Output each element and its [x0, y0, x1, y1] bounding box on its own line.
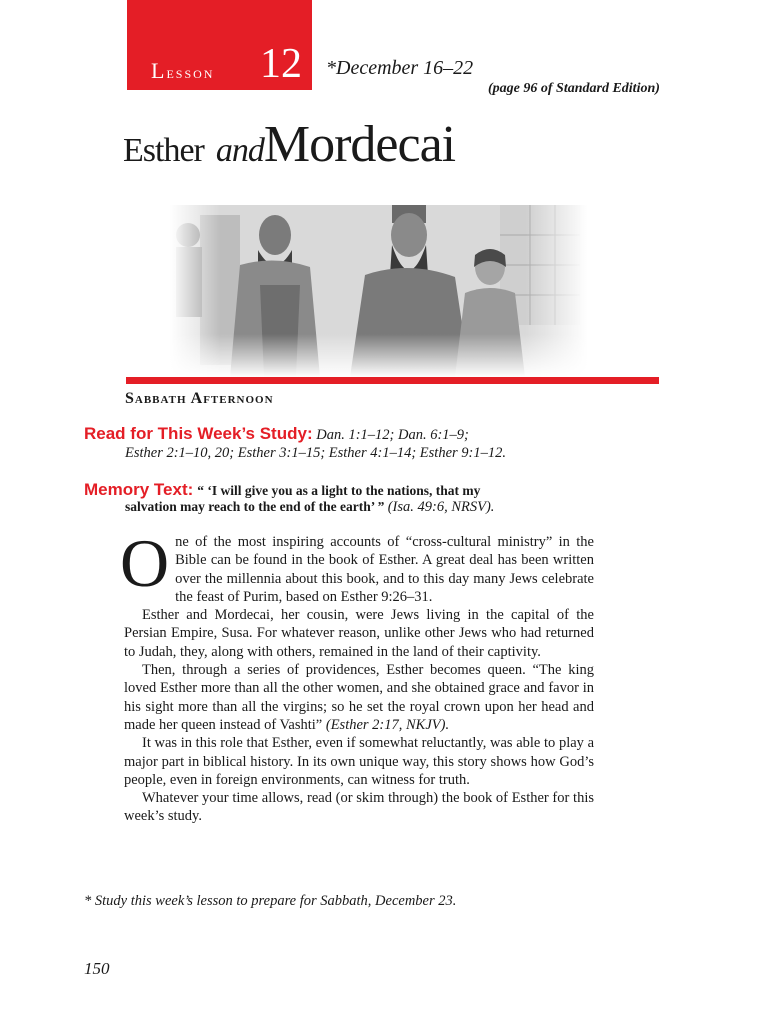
paragraph: Whatever your time allows, read (or skim through) the book of Esther for this week’s study.	[124, 790, 594, 825]
lesson-label: Lesson	[151, 58, 215, 83]
drop-cap: O	[120, 525, 170, 601]
read-for-study	[84, 424, 604, 445]
title-and: and	[215, 132, 264, 169]
memory-label: Memory Text:	[84, 480, 194, 499]
section-heading: Sabbath Afternoon	[125, 390, 274, 407]
memory-citation: (Isa. 49:6, NRSV).	[387, 499, 495, 515]
standard-edition-reference: (page 96 of Standard Edition)	[488, 81, 660, 96]
memory-text	[84, 480, 480, 500]
title-esther: Esther	[123, 132, 204, 169]
paragraph	[124, 661, 594, 734]
paragraph: Esther and Mordecai, her cousin, were Jews living in the capital of the Persian Empire, Susa. For whatever reason, unlike other Jews who had returned to Judah, they, along with others, remained in the land of their captivity.	[124, 607, 594, 660]
scripture-citation: (Esther 2:17, NKJV).	[325, 716, 450, 733]
paragraph	[120, 525, 594, 606]
lesson-body	[120, 525, 594, 826]
lesson-number: 12	[260, 41, 302, 87]
memory-text-continued	[125, 499, 494, 516]
read-label: Read for This Week’s Study:	[84, 424, 313, 443]
lesson-date: *December 16–22	[326, 57, 474, 79]
paragraph-text: Then, through a series of providences, Esther becomes queen. “The king loved Esther more than all the other women, and she obtained grace and favor in his sight more than all the virgins; so he set the royal crown upon her head and made her queen instead of Vashti”	[124, 662, 594, 733]
memory-quote-line1: “ ‘I will give you as a light to the nations, that my	[197, 483, 481, 498]
illustration-esther-mordecai	[170, 205, 588, 377]
read-refs-line2: Esther 2:1–10, 20; Esther 3:1–15; Esther 4:1–14; Esther 9:1–12.	[125, 445, 506, 461]
lesson-tab	[127, 0, 312, 90]
page-number: 150	[84, 959, 110, 978]
section-divider	[126, 377, 659, 384]
paragraph-text: ne of the most inspiring accounts of “cross-cultural ministry” in the Bible can be found in the book of Esther. A great deal has been written over the millennia about this book, and to this day many Jews celebrate the feast of Purim, based on Esther 9:26–31.	[175, 534, 594, 605]
footnote: * Study this week’s lesson to prepare for Sabbath, December 23.	[84, 893, 457, 909]
title-mordecai: Mordecai	[263, 116, 456, 173]
memory-quote-line2: salvation may reach to the end of the earth’ ”	[125, 499, 385, 514]
paragraph: It was in this role that Esther, even if somewhat reluctantly, was able to play a major part in biblical history. In its own unique way, this story shows how God’s people, even in foreign environments, can witness for truth.	[124, 735, 594, 788]
read-refs-line1: Dan. 1:1–12; Dan. 6:1–9;	[316, 427, 469, 443]
page-title	[123, 116, 455, 180]
